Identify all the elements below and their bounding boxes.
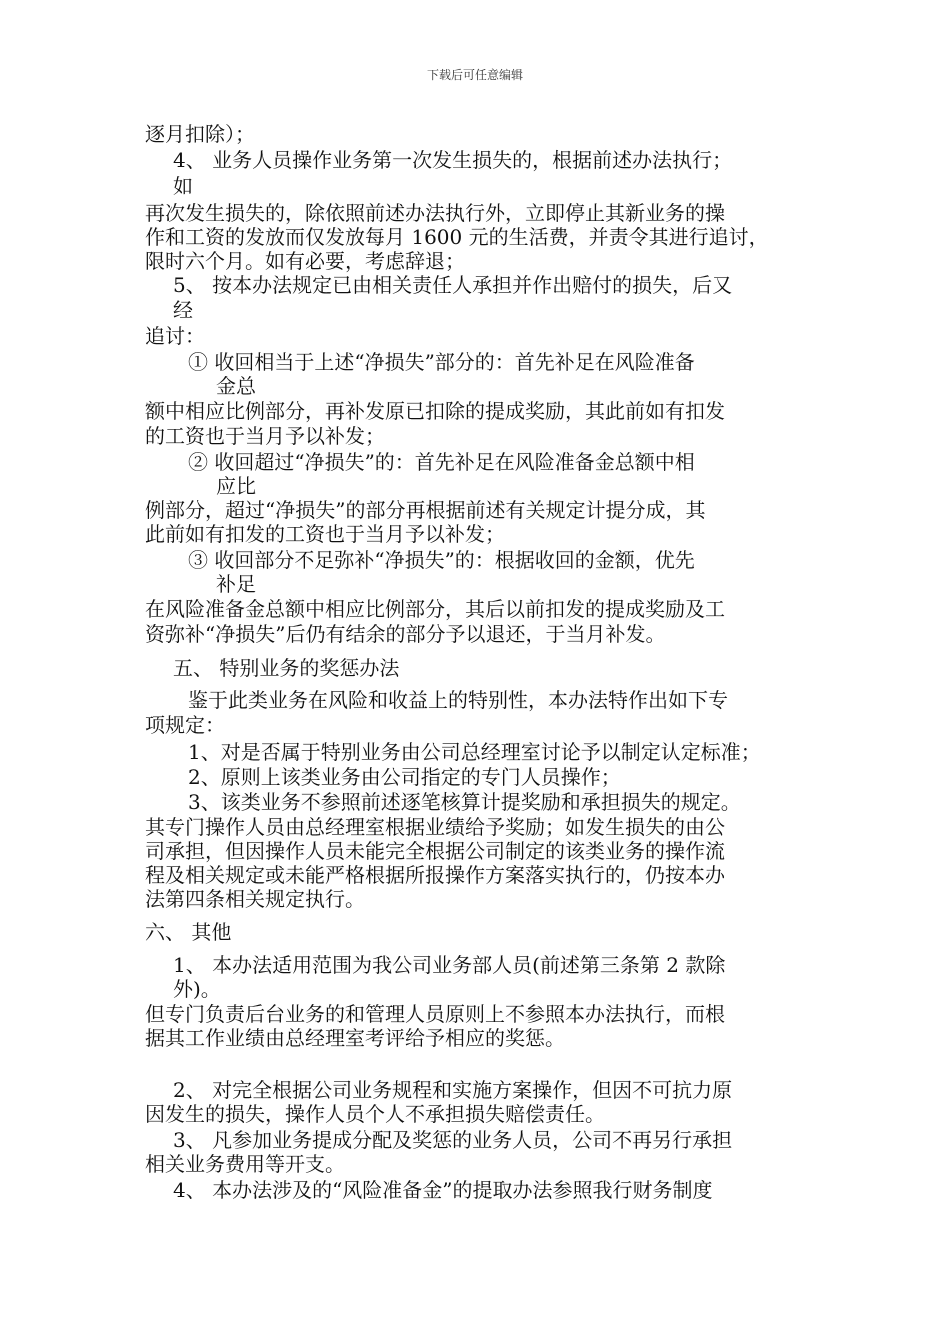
text-line: 经	[173, 298, 193, 322]
section-heading: 五、 特别业务的奖惩办法	[173, 656, 400, 680]
text-line: 1、对是否属于特别业务由公司总经理室讨论予以制定认定标准；	[188, 740, 761, 764]
text-line: 应比	[216, 474, 256, 498]
text-line: 如	[173, 174, 193, 198]
text-line: 2、原则上该类业务由公司指定的专门人员操作；	[188, 765, 621, 789]
text-line: 限时六个月。如有必要，考虑辞退；	[145, 249, 465, 273]
text-line: 逐月扣除）；	[145, 122, 255, 146]
text-line: ③ 收回部分不足弥补“净损失”的：根据收回的金额，优先	[188, 548, 695, 572]
text-line: 但专门负责后台业务的和管理人员原则上不参照本办法执行，而根	[145, 1002, 725, 1026]
text-line: 鉴于此类业务在风险和收益上的特别性，本办法特作出如下专	[188, 688, 728, 712]
text-line: 追讨：	[145, 324, 205, 348]
text-line: 因发生的损失，操作人员个人不承担损失赔偿责任。	[145, 1102, 605, 1126]
page-header: 下载后可任意编辑	[426, 68, 523, 82]
text-line: 法第四条相关规定执行。	[145, 887, 365, 911]
text-line: 据其工作业绩由总经理室考评给予相应的奖惩。	[145, 1026, 565, 1050]
text-line: 2、 对完全根据公司业务规程和实施方案操作，但因不可抗力原	[173, 1078, 733, 1102]
text-line: 例部分，超过“净损失”的部分再根据前述有关规定计提分成，其	[145, 498, 706, 522]
text-line: 再次发生损失的，除依照前述办法执行外，立即停止其新业务的操	[145, 201, 725, 225]
text-line: 外)。	[173, 977, 221, 1001]
text-line: 补足	[216, 572, 256, 596]
text-line: ① 收回相当于上述“净损失”部分的：首先补足在风险准备	[188, 350, 695, 374]
text-line: 1、 本办法适用范围为我公司业务部人员(前述第三条第 2 款除	[173, 953, 726, 977]
text-line: 3、 凡参加业务提成分配及奖惩的业务人员，公司不再另行承担	[173, 1128, 733, 1152]
text-line: 3、该类业务不参照前述逐笔核算计提奖励和承担损失的规定。	[188, 790, 741, 814]
text-line: 4、 本办法涉及的“风险准备金”的提取办法参照我行财务制度	[173, 1178, 713, 1202]
text-line: 4、 业务人员操作业务第一次发生损失的，根据前述办法执行；	[173, 148, 733, 172]
text-line: 5、 按本办法规定已由相关责任人承担并作出赔付的损失，后又	[173, 273, 733, 297]
text-line: 的工资也于当月予以补发；	[145, 424, 385, 448]
text-line: 司承担，但因操作人员未能完全根据公司制定的该类业务的操作流	[145, 839, 725, 863]
text-line: 项规定：	[145, 713, 225, 737]
section-heading: 六、 其他	[145, 920, 232, 944]
text-line: 作和工资的发放而仅发放每月 1600 元的生活费，并责令其进行追讨，	[145, 225, 769, 249]
text-line: 金总	[216, 374, 256, 398]
text-line: 程及相关规定或未能严格根据所报操作方案落实执行的，仍按本办	[145, 863, 725, 887]
text-line: 资弥补“净损失”后仍有结余的部分予以退还，于当月补发。	[145, 622, 666, 646]
text-line: 在风险准备金总额中相应比例部分，其后以前扣发的提成奖励及工	[145, 597, 725, 621]
text-line: 其专门操作人员由总经理室根据业绩给予奖励；如发生损失的由公	[145, 815, 725, 839]
text-line: 此前如有扣发的工资也于当月予以补发；	[145, 522, 505, 546]
text-line: 相关业务费用等开支。	[145, 1152, 345, 1176]
text-line: ② 收回超过“净损失”的：首先补足在风险准备金总额中相	[188, 450, 695, 474]
text-line: 额中相应比例部分，再补发原已扣除的提成奖励，其此前如有扣发	[145, 399, 725, 423]
